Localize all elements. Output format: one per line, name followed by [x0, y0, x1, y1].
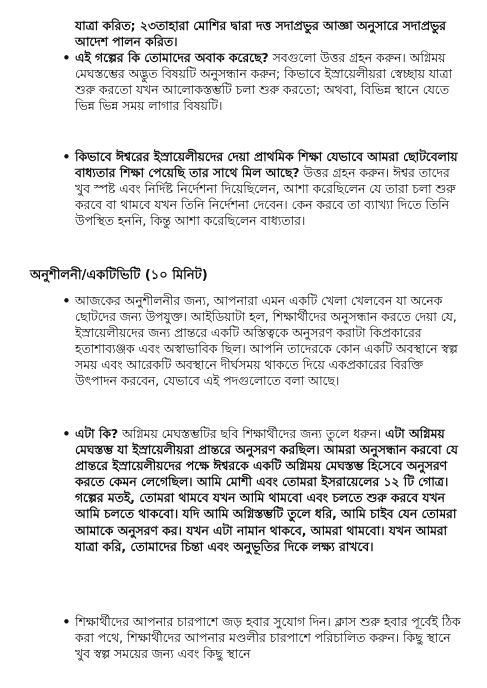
- activity3-text: শিক্ষার্থীদের আপনার চারপাশে জড় হবার সুযোগ দিন। ক্লাস শুরু হবার পূর্বেই ঠিক করা পথে, শিক্ষার্থীদের আপনার মণ্ডলীর চারপাশে পরিচালিত করুন। কিছু স্থানে খুব স্বল্প সময়ের জন্য এবং কিছু স্থানে: [75, 615, 461, 662]
- activity2-bold2: এটা অগ্নিময় মেঘস্তম্ভ যা ইস্রায়েলীয়রা প্রান্তরে অনুসরণ করছিল। আমরা অনুসন্ধান করবো যে প্রান্তরে ইস্রায়েলীয়দের পক্ষে ঈশ্বরকে একটি অগ্নিময় মেঘস্তম্ভ হিসেবে অনুসরণ করতে কেমন লেগেছিল। আমি মোশী এবং তোমরা ইসরায়েলের ১২ টি গোত্র। গল্পের মতই, তোমরা থামবে যখন আমি থামবো এবং চলতে শুরু করবে যখন আমি চলতে থাকবো। যদি আমি অগ্নিস্তম্ভটি তুলে ধরি, আমি চাইব যেন তোমরা আমাকে অনুসরণ কর। যখন এটা নামান থাকবে, আমরা থামবো। যখন আমরা যাত্রা করি, তোমাদের চিন্তা এবং অনুভূতির দিকে লক্ষ্য রাখবে।: [75, 427, 458, 554]
- activity1-text: আজকের অনুশীলনীর জন্য, আপনারা এমন একটি খেলা খেলবেন যা অনেক ছোটদের জন্য উপযুক্ত। আইডিয়াটা হল, শিক্ষার্থীদের অনুসন্ধান করতে দেয়া যে, ইস্রায়েলীয়দের জন্য প্রান্তরে একটি অস্তিত্বকে অনুসরণ করাটা কিপ্রকারের হতাশাব্যঞ্জক এবং অস্বাভাবিক ছিল। আপনি তাদেরকে কোন একটি অবস্থানে স্বল্প সময় এবং আরেকটি অবস্থানে দীর্ঘসময় থাকতে দিয়ে একপ্রকারের বিরক্তি উৎপাদন করবেন, যেভাবে এই পদগুলোতে বলা আছে।: [75, 294, 458, 389]
- bullet-icon: •: [62, 425, 71, 443]
- question2-bold: কিভাবে ঈশ্বরের ইস্রায়েলীয়দের দেয়া প্রাথমিক শিক্ষা যেভাবে আমরা ছোটবেলায় বাধ্যতার শিক্ষা পেয়েছি তার সাথে মিল আছে?: [75, 150, 458, 181]
- question1-paragraph: [75, 50, 460, 114]
- activity1-paragraph: [75, 293, 465, 390]
- intro-bold-text: যাত্রা করিত; ২৩তাহারা মোশির দ্বারা দত্ত সদাপ্রভুর আজ্ঞা অনুসারে সদাপ্রভুর আদেশ পালন করিত।: [75, 19, 446, 50]
- activity3-paragraph: [75, 614, 465, 662]
- bullet-icon: •: [62, 49, 71, 67]
- activity2-bold1: এটা কি?: [75, 427, 119, 441]
- section-heading: অনুশীলনী/একটিভিটি (১০ মিনিট): [30, 268, 208, 283]
- question2-text: উত্তর গ্রহন করুন। ঈশ্বর তাদের খুব স্পষ্ট এবং নির্দিষ্ট নির্দেশনা দিয়েছিলেন, আশা করেছিলেন যে তারা চলা শুরু করবে বা থামবে যখন তিনি নির্দেশনা দেবেন। কেন করবে তা ব্যাখ্যা দিতে তিনি উপস্থিত হননি, কিন্তু আশা করেছিলেন বাধ্যতার।: [75, 166, 456, 229]
- question1-bold: এই গল্পের কি তোমাদের অবাক করেছে?: [75, 51, 269, 65]
- activity2-paragraph: [75, 426, 465, 555]
- intro-paragraph: [75, 18, 460, 50]
- question2-paragraph: [75, 149, 460, 229]
- bullet-icon: •: [62, 148, 71, 166]
- bullet-icon: •: [62, 613, 71, 631]
- bullet-icon: •: [62, 292, 71, 310]
- question1-text: সবগুলো উত্তর গ্রহন করুন। অগ্নিময় মেঘস্তম্ভের অদ্ভুত বিষয়টি অনুসন্ধান করুন; কিভাবে ইস্রায়েলীয়রা স্বেচ্ছায় যাত্রা শুরু করতো যখন আলোকস্তম্ভটি চলা শুরু করতো; অথবা, বিভিন্ন স্থানে যেতে ভিন্ন ভিন্ন সময় লাগার বিষয়টি।: [75, 51, 453, 114]
- activity2-text: অগ্নিময় মেঘস্তম্ভটির ছবি শিক্ষার্থীদের জন্য তুলে ধরুন।: [118, 427, 386, 441]
